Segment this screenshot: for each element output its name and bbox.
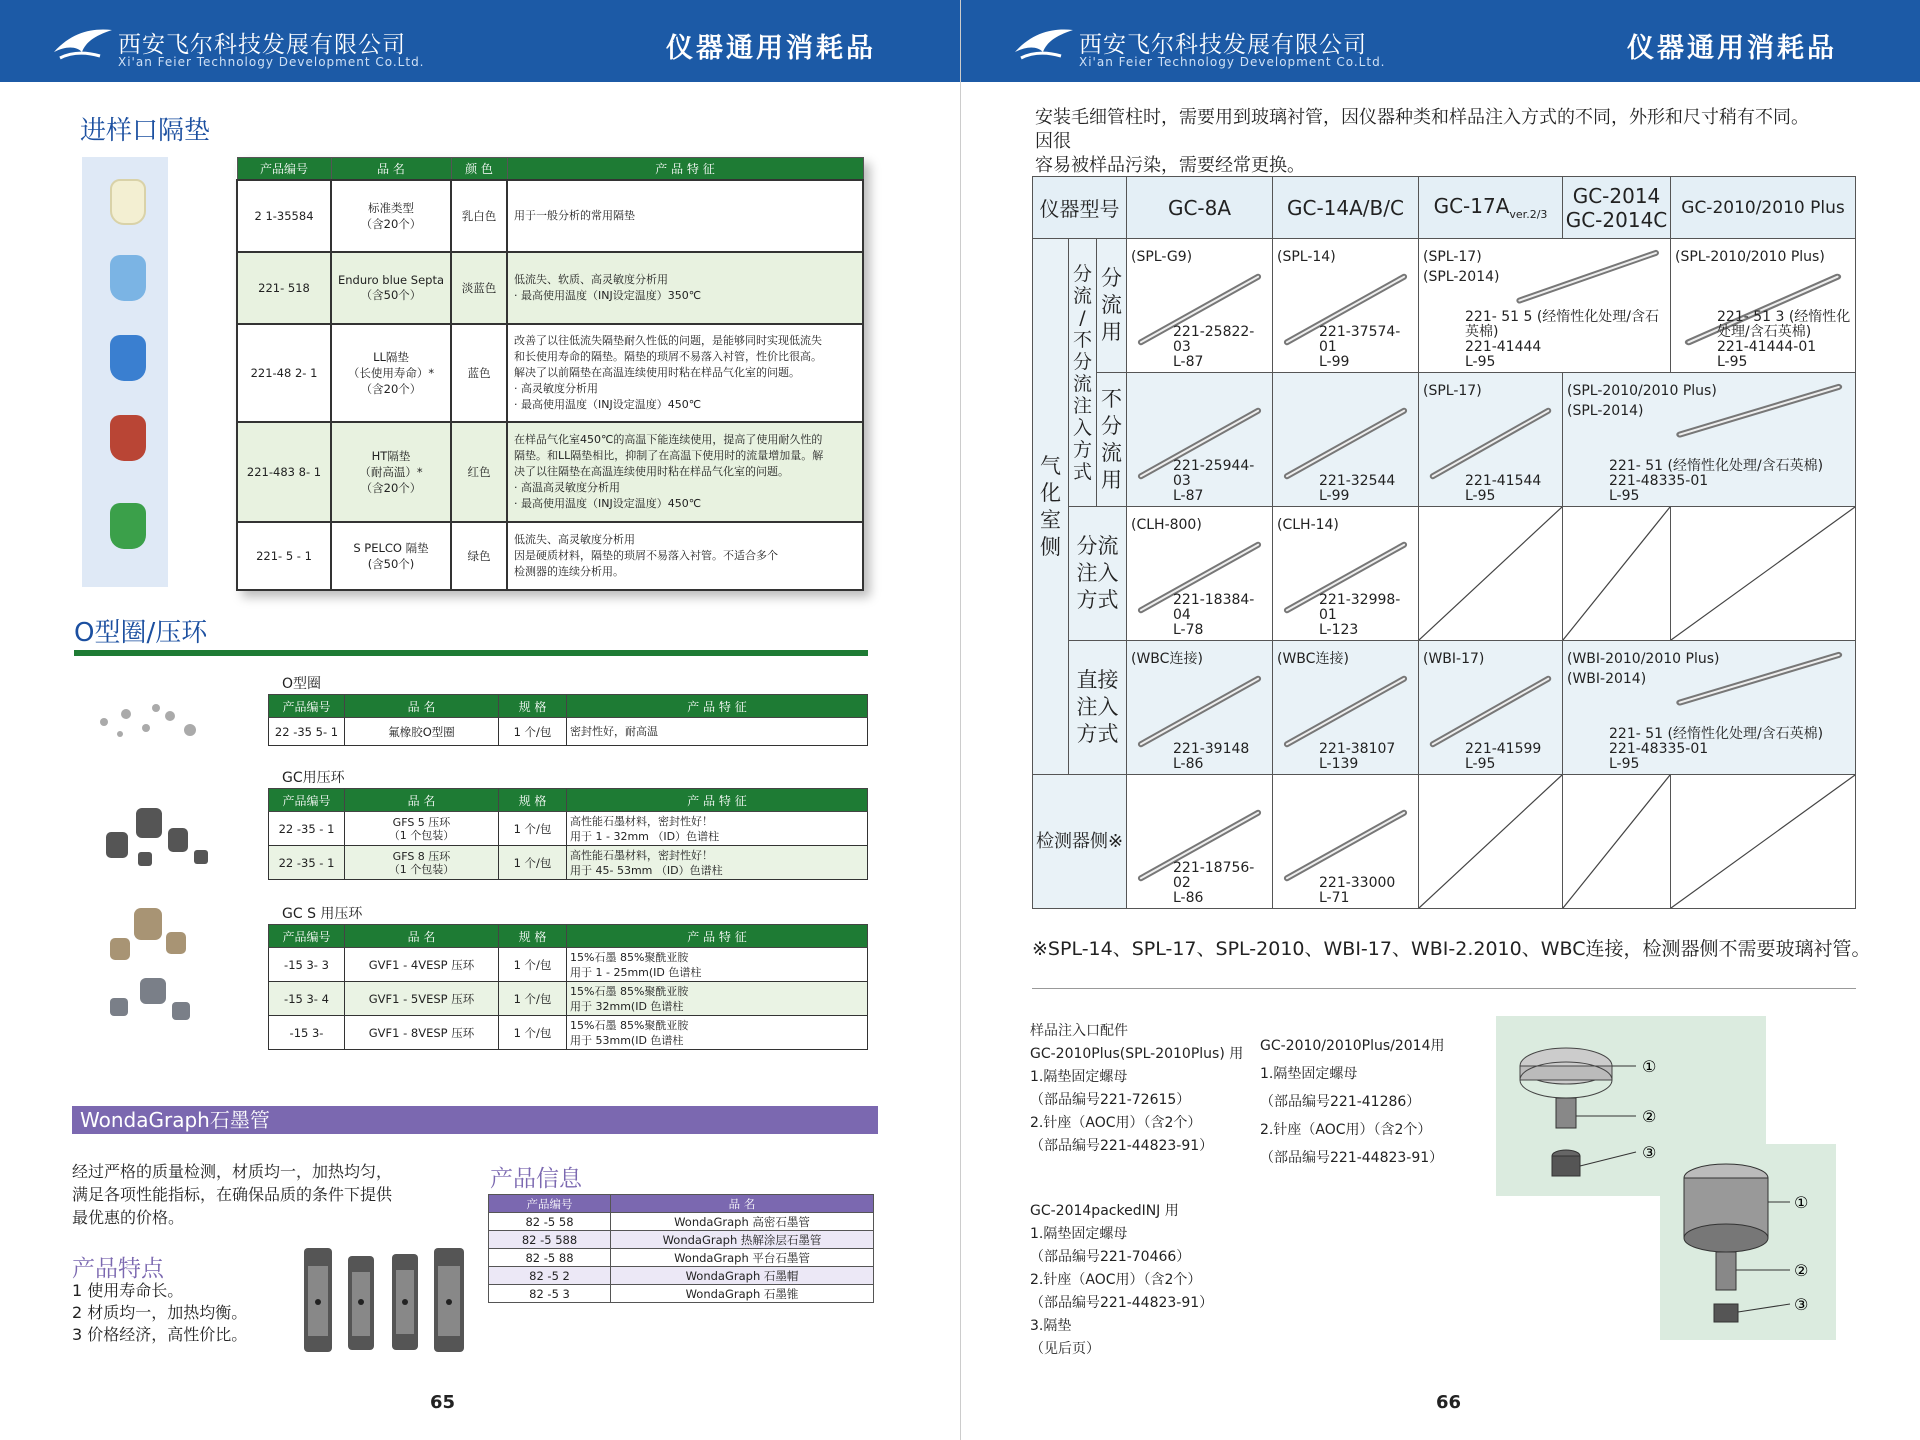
cell-feature: 密封性好，耐高温 — [567, 718, 868, 746]
liner-label: (WBC连接) — [1277, 651, 1349, 667]
col-header: 产品编号 — [269, 789, 345, 812]
liner-part-number: 221-33000 L-71 — [1319, 875, 1396, 906]
cell-spec: 1 个/包 — [499, 812, 567, 846]
liner-part-number: 221-41599 L-95 — [1465, 741, 1542, 772]
col-header: 产品编号 — [269, 695, 345, 718]
empty-cell — [1563, 775, 1671, 909]
col-header: 品 名 — [345, 789, 499, 812]
col-header: GC-8A — [1127, 177, 1273, 239]
col-header: GC-2010/2010 Plus — [1671, 177, 1856, 239]
liner-cell — [1273, 775, 1419, 909]
empty-cell — [1419, 507, 1563, 641]
liner-cell — [1127, 775, 1273, 909]
cell-code: 82 -5 3 — [489, 1285, 611, 1303]
list-item: 1 使用寿命长。 — [72, 1281, 184, 1300]
liner-label: (WBC连接) — [1131, 651, 1203, 667]
row-header-split: 分 流 用 — [1097, 239, 1127, 373]
cell-code: 82 -5 88 — [489, 1249, 611, 1267]
cell-name: WondaGraph 热解涂层石墨管 — [611, 1231, 874, 1249]
section-title-septa: 进样口隔垫 — [80, 116, 211, 146]
septa-photo — [82, 157, 168, 587]
liner-cell — [1127, 641, 1273, 775]
liner-part-number: 221-25944-03 L-87 — [1173, 458, 1255, 504]
liner-part-number: 221-18756-02 L-86 — [1173, 860, 1255, 906]
liner-cell — [1563, 373, 1856, 507]
liner-part-number: 221-32998-01 L-123 — [1319, 592, 1401, 638]
callout-3: ③ — [1642, 1143, 1657, 1162]
col-header: 规 格 — [499, 695, 567, 718]
features-title: 产品特点 — [72, 1256, 164, 1282]
cell-code: -15 3- — [269, 1016, 345, 1050]
table-row — [489, 1213, 874, 1231]
info-title: 产品信息 — [490, 1166, 582, 1192]
cell-name: GFS 5 压环 （1 个包装） — [345, 812, 499, 846]
empty-diagonal — [1671, 507, 1855, 640]
cell-code: 221- 5 - 1 — [237, 522, 331, 590]
liner-label: (SPL-G9) — [1131, 249, 1193, 265]
col-header: 产 品 特 征 — [507, 158, 863, 180]
section-title-oring: O型圈/压环 — [74, 618, 208, 648]
cell-color: 红色 — [451, 422, 507, 522]
col-header: GC-14A/B/C — [1273, 177, 1419, 239]
table-row — [237, 324, 863, 422]
company-name-cn: 西安飞尔科技发展有限公司 — [118, 32, 406, 58]
table-row — [489, 1285, 874, 1303]
liner-cell — [1127, 373, 1273, 507]
col-header: 品 名 — [611, 1195, 874, 1213]
cell-name: 氟橡胶O型圈 — [345, 718, 499, 746]
cell-feature: 高性能石墨材料，密封性好！ 用于 1 - 32mm （ID）色谱柱 — [567, 812, 868, 846]
cell-code: -15 3- 4 — [269, 982, 345, 1016]
liner-label: (WBI-2010/2010 Plus) (WBI-2014) — [1567, 651, 1720, 687]
cell-name: S PELCO 隔垫 (含50个) — [331, 522, 451, 590]
bird-logo-icon — [52, 22, 114, 66]
cell-color: 乳白色 — [451, 180, 507, 252]
septa-green — [110, 503, 146, 549]
injector-nut-diagram — [1660, 1144, 1836, 1340]
liner-cell — [1671, 239, 1856, 373]
cell-name: LL隔垫 （长使用寿命）* （含20个） — [331, 324, 451, 422]
table-row — [237, 522, 863, 590]
table-row — [237, 252, 863, 324]
cell-code: 22 -35 - 1 — [269, 812, 345, 846]
row-header-split-splitless: 分 流 / 不 分 流 注 入 方 式 — [1069, 239, 1097, 507]
header-bar — [0, 0, 960, 82]
model-name: GC-17A — [1433, 194, 1510, 218]
liner-part-number: 221-37574-01 L-99 — [1319, 324, 1401, 370]
cell-spec: 1 个/包 — [499, 948, 567, 982]
callout-3: ③ — [1794, 1295, 1809, 1314]
list-item: 3 价格经济，高性价比。 — [72, 1325, 248, 1344]
cell-code: 2 1-35584 — [237, 180, 331, 252]
row-header-splitless: 不 分 流 用 — [1097, 373, 1127, 507]
callout-2: ② — [1794, 1261, 1809, 1280]
table-row — [237, 180, 863, 252]
model-version: ver.2/3 — [1509, 208, 1548, 221]
liner-part-number: 221- 51 5 (经惰性化处理/含石英棉) 221-41444 L-95 — [1465, 309, 1660, 370]
septa-lightblue — [110, 255, 146, 301]
liner-label: (SPL-2010/2010 Plus) (SPL-2014) — [1567, 383, 1717, 419]
empty-cell — [1419, 775, 1563, 909]
gcs-ferrule-table — [268, 924, 868, 1050]
cell-code: 221- 518 — [237, 252, 331, 324]
liner-cell — [1127, 239, 1273, 373]
cell-feature: 在样品气化室450℃的高温下能连续使用，提高了使用耐久性的 隔垫。和LL隔垫相比，抑制了在高温下使用时的流量增加量。解 决了以往隔垫在高温连续使用时粘在样品气化室的问题。 · 高温高灵敏度分析用 · 最高使用温度（INJ设定温度）450℃ — [507, 422, 863, 522]
cell-feature: 15%石墨 85%聚酰亚胺 用于 1 - 25mm(ID 色谱柱 — [567, 948, 868, 982]
liner-cell — [1419, 239, 1671, 373]
cell-name: WondaGraph 高密石墨管 — [611, 1213, 874, 1231]
company-name-cn: 西安飞尔科技发展有限公司 — [1079, 32, 1367, 58]
cell-name: Enduro blue Septa （含50个） — [331, 252, 451, 324]
septa-table — [236, 157, 864, 591]
empty-diagonal — [1563, 507, 1670, 640]
liner-label: (SPL-14) — [1277, 249, 1336, 265]
liner-label: (SPL-17) (SPL-2014) — [1423, 249, 1500, 285]
page-title: 仪器通用消耗品 — [666, 33, 876, 64]
empty-diagonal — [1671, 775, 1855, 908]
cell-feature: 用于一般分析的常用隔垫 — [507, 180, 863, 252]
oring-photo — [90, 692, 210, 752]
ferrule-gc-photo — [98, 802, 218, 872]
cell-feature: 改善了以往低流失隔垫耐久性低的问题，是能够同时实现低流失 和长使用寿命的隔垫。隔垫的琐屑不易落入衬管，性价比很高。 解决了以前隔垫在高温连续使用时粘在样品气化室的问题。 · 高灵敏度分析用 · 最高使用温度（INJ设定温度）450℃ — [507, 324, 863, 422]
divider — [1032, 988, 1856, 989]
cell-name: HT隔垫 （耐高温）* （含20个） — [331, 422, 451, 522]
liner-part-number: 221-39148 L-86 — [1173, 741, 1250, 772]
parts-list-2010plus: 样品注入口配件 GC-2010Plus(SPL-2010Plus) 用 1.隔垫固定螺母 （部品编号221-72615） 2.针座（AOC用）（含2个） （部品编号221-44823-91） — [1030, 1023, 1244, 1154]
empty-diagonal — [1419, 775, 1562, 908]
cell-spec: 1 个/包 — [499, 846, 567, 880]
cell-feature: 15%石墨 85%聚酰亚胺 用于 32mm(ID 色谱柱 — [567, 982, 868, 1016]
gc-ferrule-table — [268, 788, 868, 880]
cell-name: 标准类型 （含20个） — [331, 180, 451, 252]
cell-code: 22 -35 5- 1 — [269, 718, 345, 746]
liner-cell — [1419, 641, 1563, 775]
liner-table — [1032, 176, 1856, 909]
oring-table — [268, 694, 868, 746]
wondagraph-banner: WondaGraph石墨管 — [72, 1106, 878, 1134]
col-header: 产 品 特 征 — [567, 695, 868, 718]
cell-name: WondaGraph 石墨帽 — [611, 1267, 874, 1285]
subtitle-gc-ferrule: GC用压环 — [282, 770, 345, 786]
product-info-table — [488, 1194, 874, 1303]
cell-name: GFS 8 压环 （1 个包装） — [345, 846, 499, 880]
empty-cell — [1671, 507, 1856, 641]
row-header-detector: 检测器侧※ — [1033, 775, 1127, 909]
liner-label: (WBI-17) — [1423, 651, 1485, 667]
cell-feature: 15%石墨 85%聚酰亚胺 用于 53mm(ID 色谱柱 — [567, 1016, 868, 1050]
table-row — [269, 718, 868, 746]
table-row — [269, 846, 868, 880]
cell-spec: 1 个/包 — [499, 718, 567, 746]
callout-2: ② — [1642, 1107, 1657, 1126]
row-header-vaporizer: 气 化 室 侧 — [1033, 239, 1069, 775]
company-name-en: Xi'an Feier Technology Development Co.Ltd. — [1079, 55, 1386, 69]
liner-label: (SPL-2010/2010 Plus) — [1675, 249, 1825, 265]
parts-list-2010-2014: GC-2010/2010Plus/2014用 1.隔垫固定螺母 （部品编号221-41286） 2.针座（AOC用）（含2个） （部品编号221-44823-91） — [1260, 1038, 1445, 1166]
cell-code: 82 -5 588 — [489, 1231, 611, 1249]
liner-cell — [1273, 507, 1419, 641]
liner-part-number: 221-41544 L-95 — [1465, 473, 1542, 504]
col-header: 品 名 — [345, 695, 499, 718]
cell-spec: 1 个/包 — [499, 1016, 567, 1050]
cell-feature: 低流失、软质、高灵敏度分析用 · 最高使用温度（INJ设定温度）350℃ — [507, 252, 863, 324]
divider — [74, 650, 868, 656]
ferrule-gcs-photo — [100, 902, 220, 1032]
table-row — [269, 1016, 868, 1050]
cell-name: WondaGraph 石墨锥 — [611, 1285, 874, 1303]
liner-part-number: 221-18384-04 L-78 — [1173, 592, 1255, 638]
row-header-split-inj: 分流 注入 方式 — [1069, 507, 1127, 641]
liner-label: (CLH-14) — [1277, 517, 1339, 533]
col-header — [1419, 177, 1563, 239]
table-row — [489, 1231, 874, 1249]
liner-cell — [1419, 373, 1563, 507]
liner-label: (CLH-800) — [1131, 517, 1202, 533]
septa-white — [110, 179, 146, 225]
col-header: 产 品 特 征 — [567, 925, 868, 948]
liner-cell — [1273, 239, 1419, 373]
liner-part-number: 221-32544 L-99 — [1319, 473, 1396, 504]
cell-color: 绿色 — [451, 522, 507, 590]
liner-part-number: 221- 51 3 (经惰性化处理/含石英棉) 221-41444-01 L-95 — [1717, 309, 1851, 370]
col-header: GC-2014 GC-2014C — [1563, 177, 1671, 239]
col-header: 产品编号 — [237, 158, 331, 180]
table-row — [237, 422, 863, 522]
cell-code: 221-48 2- 1 — [237, 324, 331, 422]
product-description: 经过严格的质量检测，材质均一，加热均匀， 满足各项性能指标，在确保品质的条件下提供 最优惠的价格。 — [72, 1162, 393, 1227]
intro-text: 安装毛细管柱时，需要用到玻璃衬管，因仪器种类和样品注入方式的不同，外形和尺寸稍有不同。因很 容易被样品污染，需要经常更换。 — [1035, 107, 1809, 176]
cell-name: WondaGraph 平台石墨管 — [611, 1249, 874, 1267]
empty-cell — [1671, 775, 1856, 909]
liner-label: (SPL-17) — [1423, 383, 1482, 399]
cell-code: 221-483 8- 1 — [237, 422, 331, 522]
row-header-direct: 直接 注入 方式 — [1069, 641, 1127, 775]
liner-cell — [1563, 641, 1856, 775]
cell-name: GVF1 - 8VESP 压环 — [345, 1016, 499, 1050]
subtitle-oring: O型圈 — [282, 676, 322, 692]
septa-blue — [110, 335, 146, 381]
cell-color: 蓝色 — [451, 324, 507, 422]
liner-cell — [1273, 641, 1419, 775]
col-header: 规 格 — [499, 789, 567, 812]
col-header: 品 名 — [345, 925, 499, 948]
liner-cell — [1273, 373, 1419, 507]
empty-diagonal — [1419, 507, 1562, 640]
table-row — [489, 1267, 874, 1285]
cell-code: 22 -35 - 1 — [269, 846, 345, 880]
table-row — [269, 948, 868, 982]
list-item: 2 材质均一，加热均衡。 — [72, 1303, 248, 1322]
table-row — [269, 812, 868, 846]
liner-part-number: 221-25822-03 L-87 — [1173, 324, 1255, 370]
page-number: 66 — [1436, 1392, 1462, 1413]
callout-1: ① — [1794, 1193, 1809, 1212]
col-header: 产品编号 — [489, 1195, 611, 1213]
cell-name: GVF1 - 4VESP 压环 — [345, 948, 499, 982]
septa-red — [110, 415, 146, 461]
col-header: 颜 色 — [451, 158, 507, 180]
header-bar — [961, 0, 1920, 82]
cell-code: 82 -5 2 — [489, 1267, 611, 1285]
injector-figure-2 — [1660, 1144, 1836, 1340]
liner-cell — [1127, 507, 1273, 641]
subtitle-gcs-ferrule: GC S 用压环 — [282, 906, 363, 922]
bird-logo-icon — [1013, 22, 1075, 66]
col-header: 产品编号 — [269, 925, 345, 948]
col-header-model: 仪器型号 — [1033, 177, 1127, 239]
col-header: 规 格 — [499, 925, 567, 948]
callout-1: ① — [1642, 1057, 1657, 1076]
liner-part-number: 221-38107 L-139 — [1319, 741, 1396, 772]
col-header: 品 名 — [331, 158, 451, 180]
liner-part-number: 221- 51 (经惰性化处理/含石英棉) 221-48335-01 L-95 — [1609, 726, 1824, 772]
cell-name: GVF1 - 5VESP 压环 — [345, 982, 499, 1016]
table-row — [489, 1249, 874, 1267]
parts-list-2014packed: GC-2014packedINJ 用 1.隔垫固定螺母 （部品编号221-70466） 2.针座（AOC用）（含2个） （部品编号221-44823-91） 3.隔垫 （见后页） — [1030, 1203, 1214, 1357]
table-row — [269, 982, 868, 1016]
empty-diagonal — [1563, 775, 1670, 908]
cell-code: 82 -5 58 — [489, 1213, 611, 1231]
features-list — [72, 1280, 247, 1346]
company-name-en: Xi'an Feier Technology Development Co.Ltd. — [118, 55, 425, 69]
cell-code: -15 3- 3 — [269, 948, 345, 982]
col-header: 产 品 特 征 — [567, 789, 868, 812]
cell-feature: 低流失、高灵敏度分析用 因是硬质材料，隔垫的琐屑不易落入衬管。不适合多个 检测器的连续分析用。 — [507, 522, 863, 590]
page-title: 仪器通用消耗品 — [1627, 33, 1837, 64]
cell-feature: 高性能石墨材料，密封性好！ 用于 45- 53mm （ID）色谱柱 — [567, 846, 868, 880]
liner-part-number: 221- 51 (经惰性化处理/含石英棉) 221-48335-01 L-95 — [1609, 458, 1824, 504]
graphite-tube-photo — [300, 1236, 470, 1356]
empty-cell — [1563, 507, 1671, 641]
cell-spec: 1 个/包 — [499, 982, 567, 1016]
cell-color: 淡蓝色 — [451, 252, 507, 324]
page-number: 65 — [430, 1392, 456, 1413]
footnote: ※SPL-14、SPL-17、SPL-2010、WBI-17、WBI-2.2010、WBC连接，检测器侧不需要玻璃衬管。 — [1032, 938, 1871, 960]
